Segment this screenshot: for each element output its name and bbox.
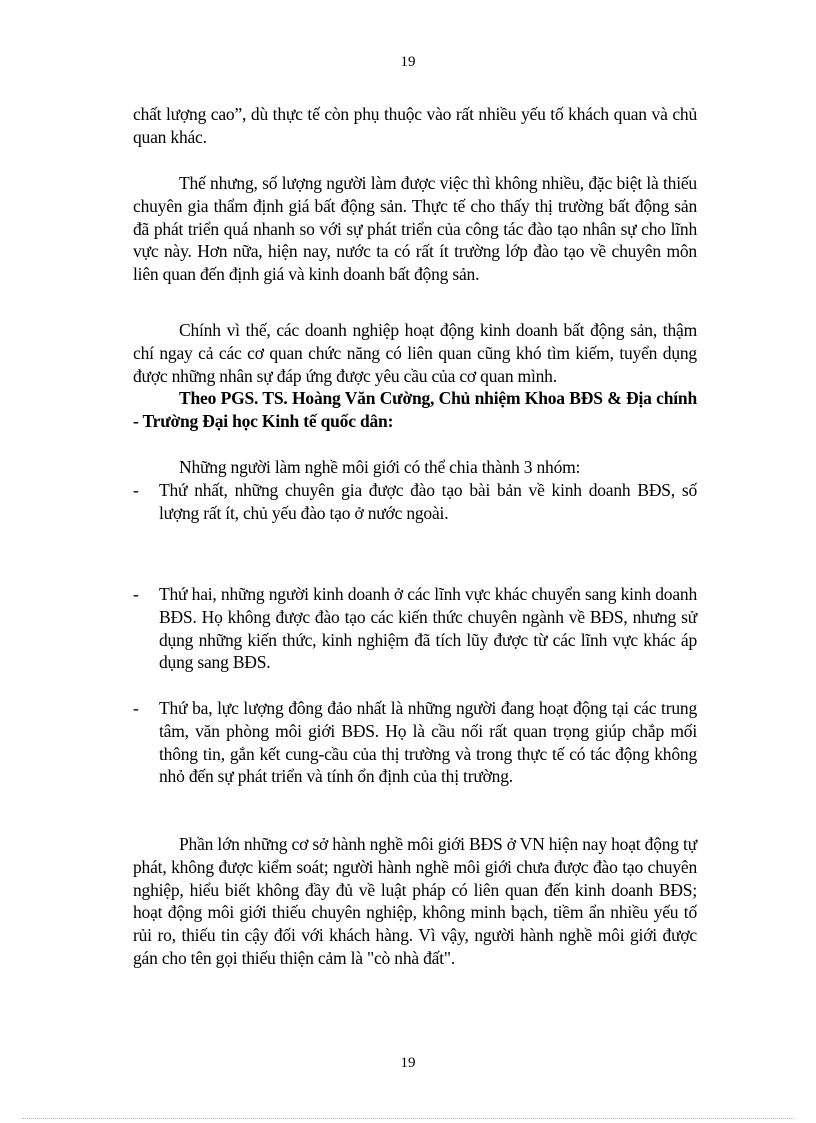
list-item-text: Thứ hai, những người kinh doanh ở các lĩnh vực khác chuyển sang kinh doanh BĐS. Họ không được đào tạo các kiến thức chuyên ngành về BĐS, nhưng sử dụng những kiến thức, kinh nghiệm đã tích lũy được từ các lĩnh vực khác áp dụng sang BĐS. [159, 584, 697, 673]
bullet-dash: - [133, 584, 139, 604]
list-item-text: Thứ nhất, những chuyên gia được đào tạo bài bản về kinh doanh BĐS, số lượng rất ít, chủ yếu đào tạo ở nước ngoài. [159, 480, 697, 523]
page-break-divider [22, 1118, 794, 1119]
paragraph-expert-shortage: Thế nhưng, số lượng người làm được việc thì không nhiều, đặc biệt là thiếu chuyên gia thẩm định giá bất động sản. Thực tế cho thấy thị trường bất động sản đã phát triển quá nhanh so với sự phát triển của công tác đào tạo nhân sự cho lĩnh vực này. Hơn nữa, hiện nay, nước ta có rất ít trường lớp đào tạo về chuyên môn liên quan đến định giá và kinh doanh bất động sản. [133, 173, 697, 285]
list-item-text: Thứ ba, lực lượng đông đảo nhất là những người đang hoạt động tại các trung tâm, văn phòng môi giới BĐS. Họ là cầu nối rất quan trọng giúp chắp mối thông tin, gắn kết cung-cầu của thị trường và trong thực tế có tác động không nhỏ đến sự phát triển và tính ổn định của thị trường. [159, 698, 697, 787]
section-heading: Theo PGS. TS. Hoàng Văn Cường, Chủ nhiệm Khoa BĐS & Địa chính - Trường Đại học Kinh tế quốc dân: [133, 388, 697, 431]
paragraph-continuation: chất lượng cao”, dù thực tế còn phụ thuộc vào rất nhiều yếu tố khách quan và chủ quan khác. [133, 104, 697, 147]
bullet-dash: - [133, 480, 139, 500]
footer-page-number: 19 [400, 1055, 416, 1071]
bullet-dash: - [133, 698, 139, 718]
header-page-number: 19 [400, 54, 416, 70]
paragraph-recruitment-difficulty: Chính vì thế, các doanh nghiệp hoạt động kinh doanh bất động sản, thậm chí ngay cả các cơ quan chức năng có liên quan cũng khó tìm kiếm, tuyển dụng được những nhân sự đáp ứng được yêu cầu của cơ quan mình. [133, 320, 697, 386]
paragraph-broker-practices: Phần lớn những cơ sở hành nghề môi giới BĐS ở VN hiện nay hoạt động tự phát, không được kiểm soát; người hành nghề môi giới chưa được đào tạo chuyên nghiệp, hiểu biết không đầy đủ về luật pháp có liên quan đến kinh doanh BĐS; hoạt động môi giới thiếu chuyên nghiệp, không minh bạch, tiềm ẩn nhiều yếu tố rủi ro, thiếu tin cậy đối với khách hàng. Vì vậy, người hành nghề môi giới được gán cho tên gọi thiếu thiện cảm là "cò nhà đất". [133, 834, 697, 968]
paragraph-intro-groups: Những người làm nghề môi giới có thể chia thành 3 nhóm: [179, 457, 581, 477]
